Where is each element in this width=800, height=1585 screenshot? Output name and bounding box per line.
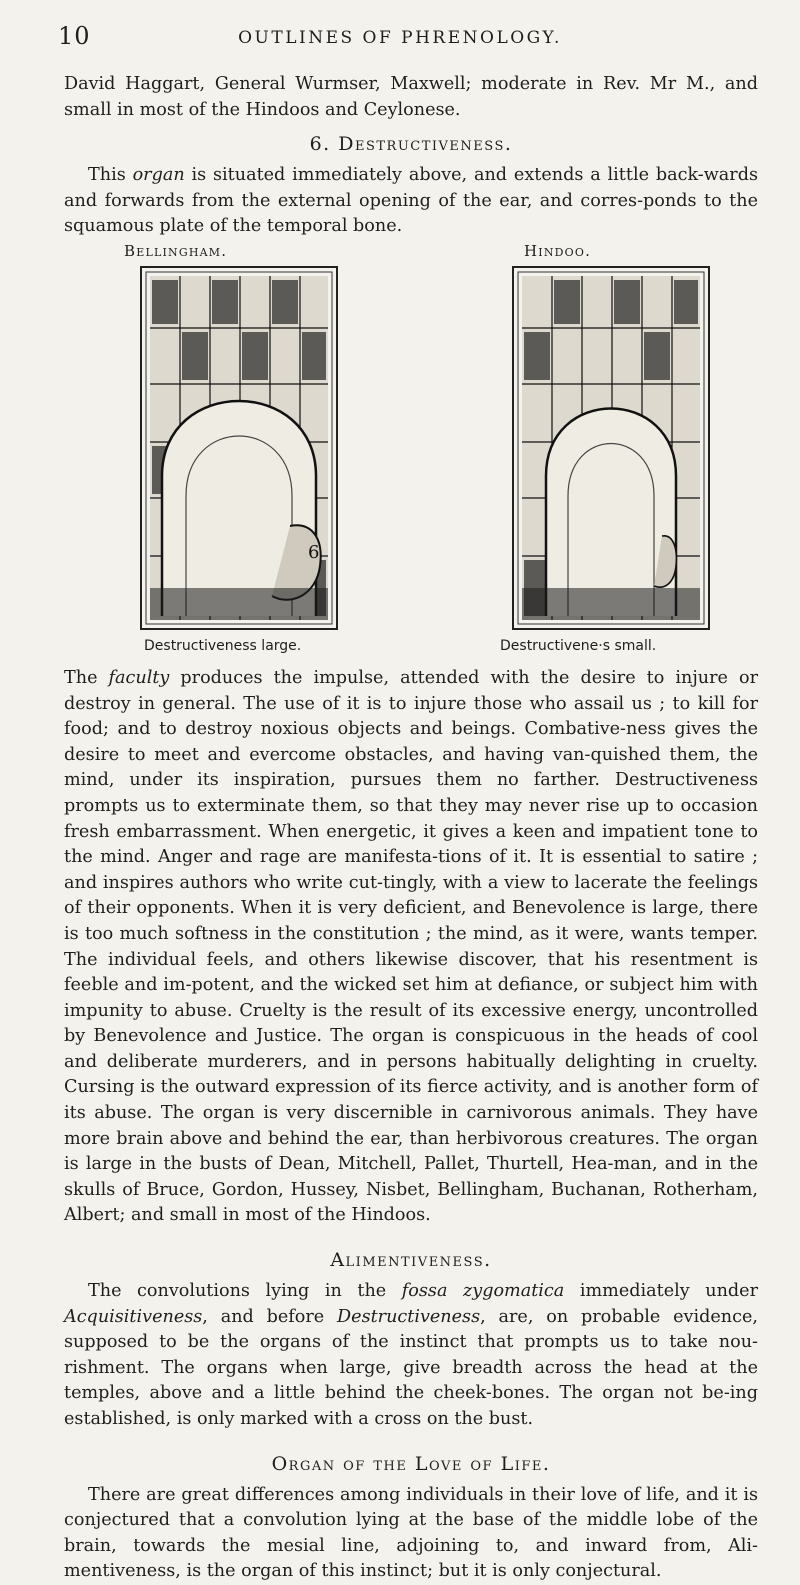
emphasis-organ: organ (132, 165, 185, 186)
skull-diagram-bellingham (140, 266, 338, 630)
page-number: 10 (58, 22, 91, 50)
paragraph-alimentiveness: The convolutions lying in the fossa zygomatica immediately under Acquisitiveness, and before Destructiveness, are, on probable evidence, supposed to be the organs of the instinct that prompts us to take nou-rishment. The organs when large, give breadth across the head at the temples, above and a little behind the cheek-bones. The organ not be-ing established, is only marked with a cross on the bust. (64, 1281, 758, 1429)
figure-title-bellingham: Bellingham. (124, 241, 228, 260)
organ-marker-6: 6 (308, 541, 320, 563)
emphasis-fossa: fossa zygomatica (401, 1281, 565, 1302)
paragraph-love-of-life: There are great differences among individuals in their love of life, and it is conjectured that a convolution lying at the base of the middle lobe of the brain, towards the mesial line, adjoining to, and inward from, Ali-mentiveness, is the organ of this instinct; but it is only conjectural. (64, 1484, 758, 1582)
emphasis-faculty: faculty (108, 667, 170, 688)
emphasis-destructiveness: Destructiveness (337, 1306, 481, 1327)
paragraph-faculty: The faculty produces the impulse, attended with the desire to injure or destroy in general. The use of it is to injure those who assail us ; to kill for food; and to destroy noxious objects and beings. Combative-ness gives the desire to meet and evercome obstacles, and having van-quished them, the mind, under its inspiration, pursues them no farther. Destructiveness prompts us to exterminate them, so that they may never rise up to occasion fresh embarrassment. When energetic, it gives a keen and impatient tone to the mind. Anger and rage are manifesta-tions of it. It is essential to satire ; and inspires authors who write cut-tingly, with a view to lacerate the feelings of their opponents. When it is very deficient, and Benevolence is large, there is too much softness in the constitution ; the mind, as it were, wants temper. The individual feels, and others likewise discover, that his resentment is feeble and im-potent, and the wicked set him at defiance, or subject him with impunity to abuse. Cruelty is the result of its excessive energy, uncontrolled by Benevolence and Justice. The organ is conspicuous in the heads of cool and deliberate murderers, and in persons habitually delighting in cruelty. Cursing is the outward expression of its fierce activity, and is another form of its abuse. The organ is very discernible in carnivorous animals. They have more brain above and behind the ear, than herbivorous creatures. The organ is large in the busts of Dean, Mitchell, Pallet, Thurtell, Hea-man, and in the skulls of Bruce, Gordon, Hussey, Nisbet, Bellingham, Buchanan, Rotherham, Albert; and small in most of the Hindoos. (64, 667, 758, 1226)
page-header (0, 22, 800, 62)
figure-caption-hindoo: Destructivene·s small. (500, 637, 657, 654)
figure-caption-bellingham: Destructiveness large. (144, 637, 302, 654)
heading-alimentiveness: Alimentiveness. (330, 1249, 492, 1272)
emphasis-acquisitiveness: Acquisitiveness (64, 1306, 203, 1327)
running-title: OUTLINES OF PHRENOLOGY. (238, 28, 562, 48)
paragraph-intro: David Haggart, General Wurmser, Maxwell; moderate in Rev. Mr M., and small in most of the Hindoos and Ceylonese. (64, 74, 758, 120)
page-body (64, 72, 758, 1585)
heading-destructiveness: 6. Destructiveness. (309, 133, 513, 156)
figure-plate (64, 242, 758, 666)
heading-love-of-life: Organ of the Love of Life. (271, 1452, 551, 1475)
figure-title-hindoo: Hindoo. (524, 241, 592, 260)
skull-diagram-hindoo (512, 266, 710, 630)
paragraph-organ-location: This organ is situated immediately above, and extends a little back-wards and forwards from the external opening of the ear, and corres-ponds to the squamous plate of the temporal bone. (64, 165, 758, 237)
